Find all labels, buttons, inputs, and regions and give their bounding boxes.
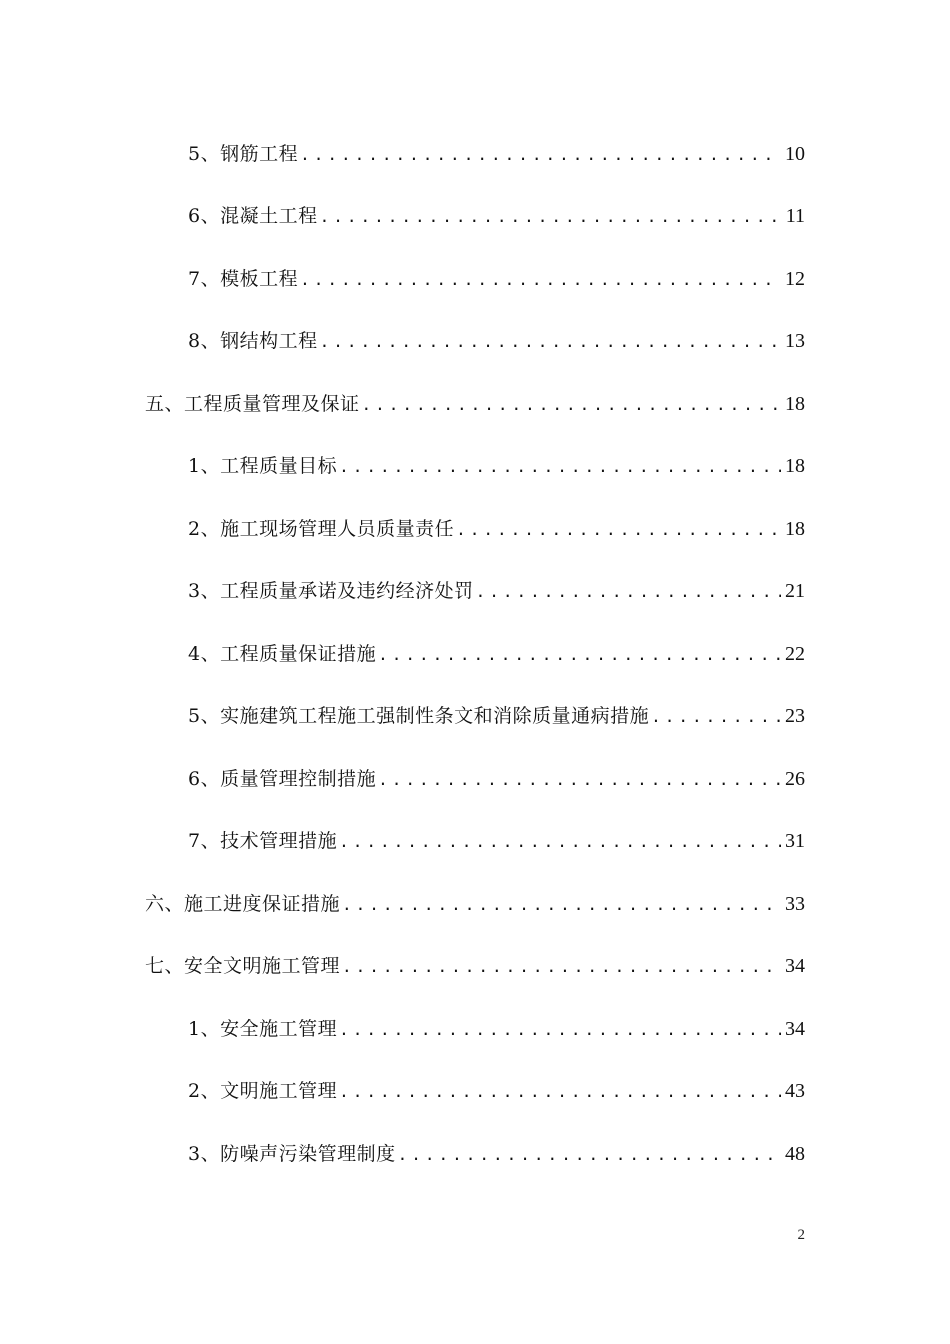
toc-entry[interactable]: [188, 507, 805, 541]
toc-entry[interactable]: [188, 1069, 805, 1103]
toc-entry[interactable]: [188, 632, 805, 666]
toc-entry-page: 18: [785, 455, 805, 477]
toc-dot-leader: [339, 456, 781, 478]
toc-entry-title: 3、工程质量承诺及违约经济处罚: [188, 580, 474, 602]
toc-entry-page: 10: [785, 143, 805, 165]
toc-entry-page: 12: [785, 268, 805, 290]
toc-entry[interactable]: [188, 819, 805, 853]
toc-entry-page: 21: [785, 580, 805, 602]
toc-entry-title: 8、钢结构工程: [188, 330, 318, 352]
toc-entry[interactable]: [188, 569, 805, 603]
toc-dot-leader: [378, 769, 781, 791]
toc-entry-title: 1、安全施工管理: [188, 1018, 338, 1040]
toc-entry-page: 34: [785, 1018, 805, 1040]
toc-entry-title: 6、质量管理控制措施: [188, 768, 377, 790]
toc-dot-leader: [651, 706, 781, 728]
toc-entry-page: 22: [785, 643, 805, 665]
toc-dot-leader: [362, 394, 781, 416]
toc-entry[interactable]: [188, 257, 805, 291]
toc-dot-leader: [342, 894, 781, 916]
toc-chapter-entry[interactable]: [145, 882, 805, 916]
toc-entry-title: 七、安全文明施工管理: [145, 955, 341, 977]
toc-entry-title: 2、文明施工管理: [188, 1080, 338, 1102]
toc-chapter-entry[interactable]: [145, 944, 805, 978]
toc-dot-leader: [378, 644, 781, 666]
toc-dot-leader: [300, 144, 781, 166]
toc-dot-leader: [339, 1081, 781, 1103]
toc-entry-page: 18: [785, 518, 805, 540]
toc-dot-leader: [398, 1144, 781, 1166]
toc-entry-title: 4、工程质量保证措施: [188, 643, 377, 665]
toc-entry-title: 7、模板工程: [188, 268, 299, 290]
toc-dot-leader: [339, 831, 781, 853]
toc-entry[interactable]: [188, 694, 805, 728]
toc-entry-title: 5、钢筋工程: [188, 143, 299, 165]
toc-entry[interactable]: [188, 132, 805, 166]
toc-dot-leader: [456, 519, 781, 541]
toc-entry-title: 五、工程质量管理及保证: [145, 393, 360, 415]
toc-entry-page: 11: [785, 205, 805, 227]
toc-entry[interactable]: [188, 194, 805, 228]
toc-entry-page: 13: [785, 330, 805, 352]
toc-entry-title: 5、实施建筑工程施工强制性条文和消除质量通病措施: [188, 705, 650, 727]
toc-dot-leader: [320, 206, 782, 228]
toc-entry-title: 6、混凝土工程: [188, 205, 318, 227]
toc-entry-title: 六、施工进度保证措施: [145, 893, 341, 915]
toc-entry[interactable]: [188, 757, 805, 791]
toc-entry-title: 2、施工现场管理人员质量责任: [188, 518, 455, 540]
toc-entry[interactable]: [188, 1132, 805, 1166]
toc-dot-leader: [342, 956, 781, 978]
toc-entry-title: 1、工程质量目标: [188, 455, 338, 477]
toc-entry[interactable]: [188, 1007, 805, 1041]
toc-entry-page: 43: [785, 1080, 805, 1102]
toc-chapter-entry[interactable]: [145, 382, 805, 416]
toc-dot-leader: [300, 269, 781, 291]
toc-entry-page: 23: [785, 705, 805, 727]
toc-dot-leader: [320, 331, 781, 353]
page-number: 2: [797, 1227, 805, 1243]
toc-entry-title: 3、防噪声污染管理制度: [188, 1143, 396, 1165]
toc-entry-page: 26: [785, 768, 805, 790]
toc-dot-leader: [476, 581, 781, 603]
toc-entry-page: 18: [785, 393, 805, 415]
toc-dot-leader: [339, 1019, 781, 1041]
toc-entry-title: 7、技术管理措施: [188, 830, 338, 852]
toc-entry-page: 48: [785, 1143, 805, 1165]
toc-entry-page: 34: [785, 955, 805, 977]
toc-entry-page: 33: [785, 893, 805, 915]
toc-entry-page: 31: [785, 830, 805, 852]
toc-entry[interactable]: [188, 319, 805, 353]
toc-entry[interactable]: [188, 444, 805, 478]
